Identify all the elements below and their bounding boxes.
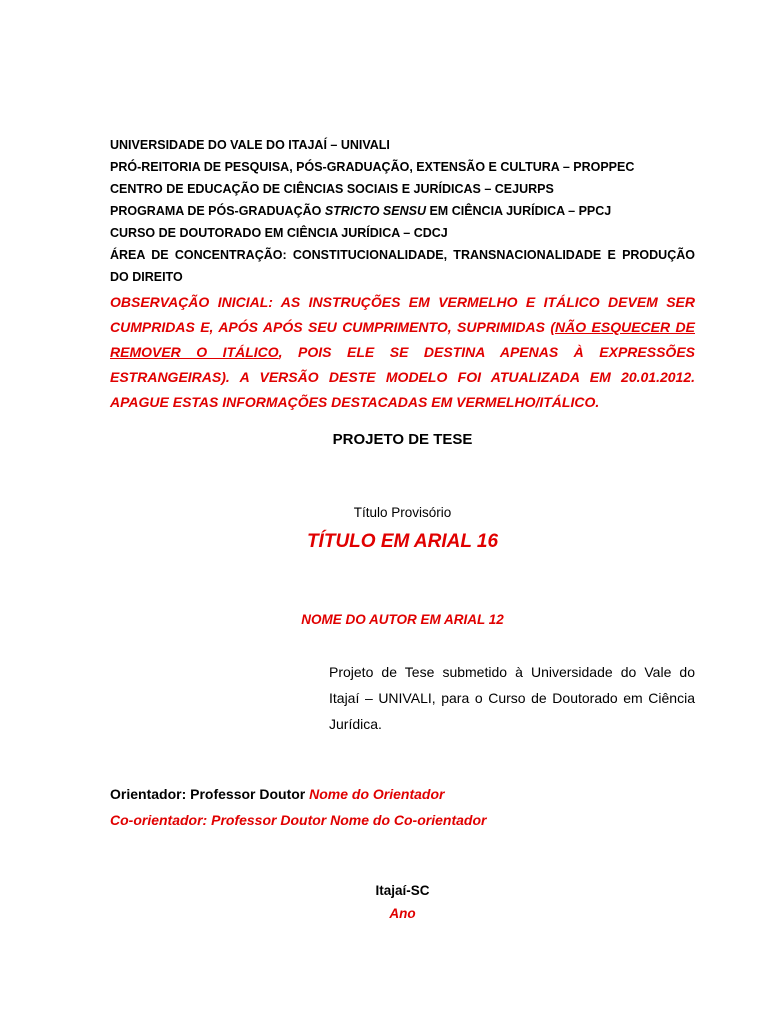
thesis-title: TÍTULO EM ARIAL 16 [306, 531, 499, 552]
submission-statement: Projeto de Tese submetido à Universidade do Vale do Itajaí – UNIVALI, para o Curso de Doutorado em Ciência Jurídica. [329, 664, 695, 732]
curso: CURSO DE DOUTORADO EM CIÊNCIA JURÍDICA – CDCJ [110, 226, 448, 240]
programa [110, 200, 695, 222]
programa-suffix: EM CIÊNCIA JURÍDICA – PPCJ [426, 204, 612, 218]
area-concentracao: ÁREA DE CONCENTRAÇÃO: CONSTITUCIONALIDADE, TRANSNACIONALIDADE E PRODUÇÃO DO DIREITO [110, 248, 695, 284]
document-page [110, 134, 695, 921]
advisor-label: Orientador: Professor Doutor [110, 786, 310, 802]
advisor-name: Nome do Orientador [309, 786, 445, 802]
programa-stricto-sensu: STRICTO SENSU [324, 204, 426, 218]
university-name: UNIVERSIDADE DO VALE DO ITAJAÍ – UNIVALI [110, 138, 390, 152]
observation-part2: , POIS ELE SE DESTINA APENAS À EXPRESSÕES ESTRANGEIRAS). A VERSÃO DESTE MODELO FOI ATUALIZADA EM 20.01.2012. APAGUE ESTAS INFORMAÇÕES DESTACADAS EM VERMELHO/ITÁLICO. [110, 344, 695, 410]
observation-underlined: NÃO ESQUECER DE REMOVER O ITÁLICO [110, 319, 695, 360]
co-advisor-line: Co-orientador: Professor Doutor Nome do Co-orientador [110, 812, 487, 828]
initial-observation [110, 290, 695, 415]
author-name: NOME DO AUTOR EM ARIAL 12 [301, 612, 504, 627]
year: Ano [389, 906, 416, 921]
centro: CENTRO DE EDUCAÇÃO DE CIÊNCIAS SOCIAIS E JURÍDICAS – CEJURPS [110, 182, 554, 196]
programa-prefix: PROGRAMA DE PÓS-GRADUAÇÃO [110, 204, 325, 218]
title-label: Título Provisório [353, 505, 452, 520]
observation-part1: OBSERVAÇÃO INICIAL: AS INSTRUÇÕES EM VERMELHO E ITÁLICO DEVEM SER CUMPRIDAS E, APÓS APÓS SEU CUMPRIMENTO, SUPRIMIDAS ( [110, 294, 695, 335]
document-type-heading: PROJETO DE TESE [332, 431, 473, 448]
advisor-line [110, 781, 695, 807]
pro-reitoria: PRÓ-REITORIA DE PESQUISA, PÓS-GRADUAÇÃO, EXTENSÃO E CULTURA – PROPPEC [110, 160, 635, 174]
city: Itajaí-SC [375, 883, 430, 898]
